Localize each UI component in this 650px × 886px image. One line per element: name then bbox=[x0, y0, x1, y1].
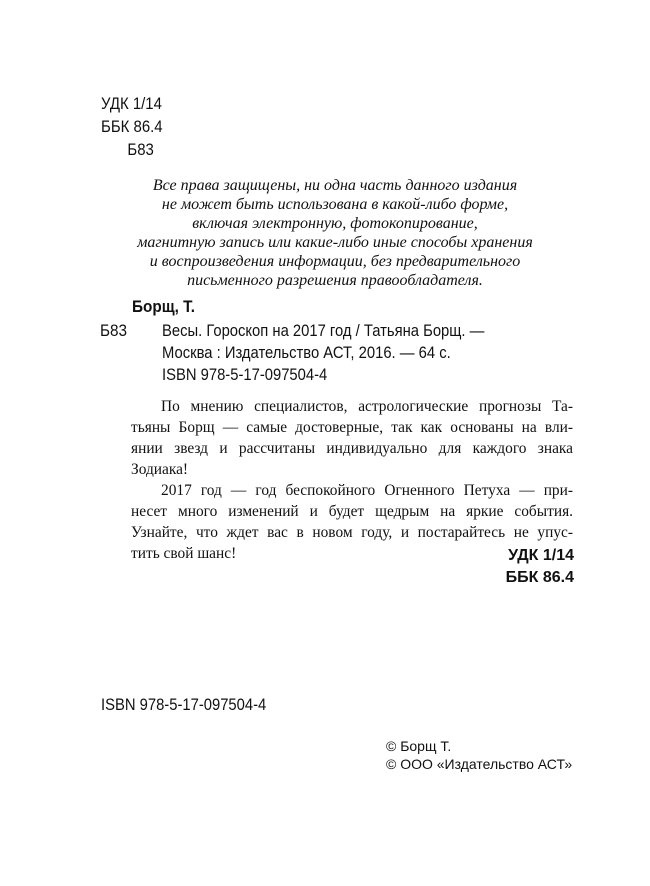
udk-code-right: УДК 1/14 bbox=[508, 547, 574, 564]
classification-right bbox=[506, 545, 574, 589]
annotation-line: тить свой шанс! bbox=[131, 545, 237, 562]
copyright-publisher: © ООО «Издательство АСТ» bbox=[386, 756, 573, 772]
isbn-bottom: ISBN 978-5-17-097504-4 bbox=[101, 695, 267, 714]
annotation-line: Узнайте, что ждет вас в новом году, и постарайтесь не упус- bbox=[131, 524, 573, 541]
annotation-line: янии звезд и рассчитаны индивидуально для каждого знака bbox=[131, 440, 573, 457]
annotation-line: 2017 год — год беспокойного Огненного Петуха — при- bbox=[161, 482, 573, 499]
rights-line: и воспроизведения информации, без предварительного bbox=[149, 253, 521, 270]
rights-line: письменного разрешения правообладателя. bbox=[187, 272, 483, 289]
bbk-code-right: ББК 86.4 bbox=[505, 569, 574, 586]
copyright-block bbox=[386, 737, 572, 773]
bbk-code: ББК 86.4 bbox=[101, 117, 163, 136]
annotation-line: По мнению специалистов, астрологические прогнозы Та- bbox=[161, 398, 573, 415]
rights-line: включая электронную, фотокопирование, bbox=[192, 215, 478, 232]
copyright-author: © Борщ Т. bbox=[386, 738, 452, 754]
description-line: Весы. Гороскоп на 2017 год / Татьяна Борщ. — bbox=[162, 321, 485, 340]
udk-code: УДК 1/14 bbox=[101, 94, 162, 113]
rights-line: не может быть использована в какой-либо форме, bbox=[161, 196, 509, 213]
author-mark: Б83 bbox=[127, 140, 154, 159]
annotation-line: тьяны Борщ — самые достоверные, так как основаны на вли- bbox=[131, 419, 573, 436]
author-heading: Борщ, Т. bbox=[132, 297, 195, 316]
isbn-main: ISBN 978-5-17-097504-4 bbox=[162, 365, 328, 384]
bibliographic-description bbox=[162, 320, 484, 364]
rights-notice bbox=[100, 176, 570, 290]
description-line: Москва : Издательство АСТ, 2016. — 64 с. bbox=[162, 343, 451, 362]
rights-line: магнитную запись или какие-либо иные способы хранения bbox=[137, 234, 533, 251]
rights-line: Все права защищены, ни одна часть данного издания bbox=[152, 177, 518, 194]
author-mark-code: Б83 bbox=[100, 321, 128, 340]
annotation-line: несет много изменений и будет щедрым на яркие события. bbox=[131, 503, 573, 520]
classification-block bbox=[101, 92, 163, 161]
annotation-line: Зодиака! bbox=[131, 461, 189, 478]
annotation bbox=[131, 396, 573, 564]
